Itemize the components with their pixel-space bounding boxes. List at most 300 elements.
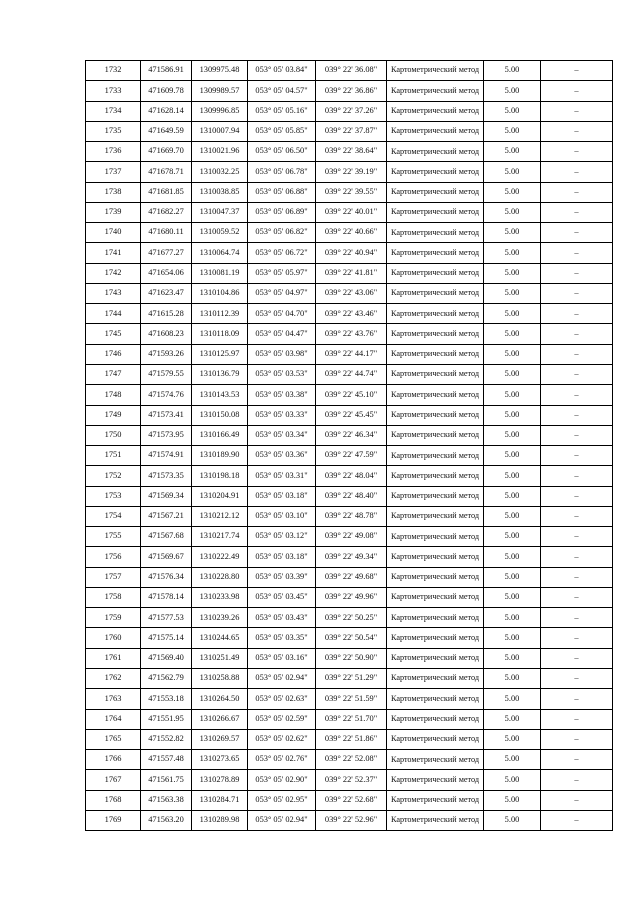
note-cell: – <box>541 668 613 688</box>
latitude-cell: 053° 05' 06.82" <box>248 223 316 243</box>
note-cell: – <box>541 142 613 162</box>
point-number-cell: 1761 <box>86 648 141 668</box>
x-coordinate-cell: 471628.14 <box>141 101 192 121</box>
table-row <box>86 61 613 81</box>
latitude-cell: 053° 05' 03.10" <box>248 506 316 526</box>
note-cell: – <box>541 486 613 506</box>
note-cell: – <box>541 202 613 222</box>
x-coordinate-cell: 471615.28 <box>141 304 192 324</box>
longitude-cell: 039° 22' 44.74" <box>316 364 387 384</box>
method-cell: Картометрический метод <box>387 283 484 303</box>
x-coordinate-cell: 471680.11 <box>141 223 192 243</box>
longitude-cell: 039° 22' 49.68" <box>316 567 387 587</box>
point-number-cell: 1744 <box>86 304 141 324</box>
longitude-cell: 039° 22' 39.55" <box>316 182 387 202</box>
accuracy-cell: 5.00 <box>484 344 541 364</box>
longitude-cell: 039° 22' 50.54" <box>316 628 387 648</box>
note-cell: – <box>541 405 613 425</box>
y-coordinate-cell: 1310047.37 <box>192 202 248 222</box>
y-coordinate-cell: 1310064.74 <box>192 243 248 263</box>
x-coordinate-cell: 471573.35 <box>141 466 192 486</box>
table-row <box>86 547 613 567</box>
y-coordinate-cell: 1310228.80 <box>192 567 248 587</box>
latitude-cell: 053° 05' 02.94" <box>248 810 316 830</box>
y-coordinate-cell: 1310081.19 <box>192 263 248 283</box>
method-cell: Картометрический метод <box>387 750 484 770</box>
note-cell: – <box>541 385 613 405</box>
longitude-cell: 039° 22' 51.70" <box>316 709 387 729</box>
x-coordinate-cell: 471593.26 <box>141 344 192 364</box>
x-coordinate-cell: 471557.48 <box>141 750 192 770</box>
latitude-cell: 053° 05' 03.98" <box>248 344 316 364</box>
table-row <box>86 709 613 729</box>
accuracy-cell: 5.00 <box>484 223 541 243</box>
table-row <box>86 608 613 628</box>
accuracy-cell: 5.00 <box>484 202 541 222</box>
latitude-cell: 053° 05' 03.45" <box>248 587 316 607</box>
longitude-cell: 039° 22' 52.68" <box>316 790 387 810</box>
method-cell: Картометрический метод <box>387 608 484 628</box>
point-number-cell: 1746 <box>86 344 141 364</box>
accuracy-cell: 5.00 <box>484 304 541 324</box>
accuracy-cell: 5.00 <box>484 729 541 749</box>
longitude-cell: 039° 22' 45.10" <box>316 385 387 405</box>
point-number-cell: 1741 <box>86 243 141 263</box>
latitude-cell: 053° 05' 04.47" <box>248 324 316 344</box>
longitude-cell: 039° 22' 47.59" <box>316 446 387 466</box>
point-number-cell: 1738 <box>86 182 141 202</box>
accuracy-cell: 5.00 <box>484 425 541 445</box>
longitude-cell: 039° 22' 50.90" <box>316 648 387 668</box>
accuracy-cell: 5.00 <box>484 121 541 141</box>
method-cell: Картометрический метод <box>387 648 484 668</box>
latitude-cell: 053° 05' 03.53" <box>248 364 316 384</box>
accuracy-cell: 5.00 <box>484 182 541 202</box>
y-coordinate-cell: 1310284.71 <box>192 790 248 810</box>
note-cell: – <box>541 162 613 182</box>
x-coordinate-cell: 471578.14 <box>141 587 192 607</box>
y-coordinate-cell: 1310278.89 <box>192 770 248 790</box>
method-cell: Картометрический метод <box>387 162 484 182</box>
note-cell: – <box>541 729 613 749</box>
point-number-cell: 1766 <box>86 750 141 770</box>
y-coordinate-cell: 1310166.49 <box>192 425 248 445</box>
note-cell: – <box>541 223 613 243</box>
table-row <box>86 628 613 648</box>
y-coordinate-cell: 1310251.49 <box>192 648 248 668</box>
point-number-cell: 1747 <box>86 364 141 384</box>
coordinates-table <box>85 60 613 831</box>
longitude-cell: 039° 22' 40.94" <box>316 243 387 263</box>
longitude-cell: 039° 22' 43.46" <box>316 304 387 324</box>
note-cell: – <box>541 709 613 729</box>
accuracy-cell: 5.00 <box>484 446 541 466</box>
point-number-cell: 1751 <box>86 446 141 466</box>
y-coordinate-cell: 1310222.49 <box>192 547 248 567</box>
note-cell: – <box>541 182 613 202</box>
latitude-cell: 053° 05' 03.36" <box>248 446 316 466</box>
method-cell: Картометрический метод <box>387 446 484 466</box>
point-number-cell: 1732 <box>86 61 141 81</box>
x-coordinate-cell: 471551.95 <box>141 709 192 729</box>
y-coordinate-cell: 1310143.53 <box>192 385 248 405</box>
latitude-cell: 053° 05' 03.18" <box>248 547 316 567</box>
point-number-cell: 1769 <box>86 810 141 830</box>
x-coordinate-cell: 471563.38 <box>141 790 192 810</box>
accuracy-cell: 5.00 <box>484 750 541 770</box>
method-cell: Картометрический метод <box>387 121 484 141</box>
table-row <box>86 729 613 749</box>
longitude-cell: 039° 22' 48.40" <box>316 486 387 506</box>
x-coordinate-cell: 471575.14 <box>141 628 192 648</box>
method-cell: Картометрический метод <box>387 527 484 547</box>
y-coordinate-cell: 1310038.85 <box>192 182 248 202</box>
accuracy-cell: 5.00 <box>484 547 541 567</box>
x-coordinate-cell: 471574.76 <box>141 385 192 405</box>
note-cell: – <box>541 425 613 445</box>
table-row <box>86 587 613 607</box>
longitude-cell: 039° 22' 44.17" <box>316 344 387 364</box>
accuracy-cell: 5.00 <box>484 689 541 709</box>
x-coordinate-cell: 471553.18 <box>141 689 192 709</box>
x-coordinate-cell: 471567.21 <box>141 506 192 526</box>
note-cell: – <box>541 547 613 567</box>
method-cell: Картометрический метод <box>387 709 484 729</box>
y-coordinate-cell: 1310104.86 <box>192 283 248 303</box>
table-row <box>86 101 613 121</box>
accuracy-cell: 5.00 <box>484 790 541 810</box>
method-cell: Картометрический метод <box>387 223 484 243</box>
method-cell: Картометрический метод <box>387 324 484 344</box>
y-coordinate-cell: 1310198.18 <box>192 466 248 486</box>
point-number-cell: 1756 <box>86 547 141 567</box>
accuracy-cell: 5.00 <box>484 61 541 81</box>
table-row <box>86 182 613 202</box>
method-cell: Картометрический метод <box>387 587 484 607</box>
x-coordinate-cell: 471677.27 <box>141 243 192 263</box>
longitude-cell: 039° 22' 37.26" <box>316 101 387 121</box>
x-coordinate-cell: 471681.85 <box>141 182 192 202</box>
latitude-cell: 053° 05' 05.16" <box>248 101 316 121</box>
x-coordinate-cell: 471608.23 <box>141 324 192 344</box>
point-number-cell: 1739 <box>86 202 141 222</box>
table-row <box>86 223 613 243</box>
accuracy-cell: 5.00 <box>484 486 541 506</box>
point-number-cell: 1748 <box>86 385 141 405</box>
note-cell: – <box>541 506 613 526</box>
y-coordinate-cell: 1310266.67 <box>192 709 248 729</box>
table-row <box>86 668 613 688</box>
x-coordinate-cell: 471561.75 <box>141 770 192 790</box>
latitude-cell: 053° 05' 02.95" <box>248 790 316 810</box>
table-row <box>86 527 613 547</box>
point-number-cell: 1742 <box>86 263 141 283</box>
y-coordinate-cell: 1310125.97 <box>192 344 248 364</box>
longitude-cell: 039° 22' 36.86" <box>316 81 387 101</box>
y-coordinate-cell: 1310217.74 <box>192 527 248 547</box>
method-cell: Картометрический метод <box>387 304 484 324</box>
y-coordinate-cell: 1310007.94 <box>192 121 248 141</box>
accuracy-cell: 5.00 <box>484 608 541 628</box>
table-row <box>86 790 613 810</box>
method-cell: Картометрический метод <box>387 364 484 384</box>
latitude-cell: 053° 05' 03.34" <box>248 425 316 445</box>
latitude-cell: 053° 05' 06.89" <box>248 202 316 222</box>
x-coordinate-cell: 471669.70 <box>141 142 192 162</box>
longitude-cell: 039° 22' 41.81" <box>316 263 387 283</box>
table-row <box>86 648 613 668</box>
point-number-cell: 1749 <box>86 405 141 425</box>
point-number-cell: 1733 <box>86 81 141 101</box>
point-number-cell: 1737 <box>86 162 141 182</box>
latitude-cell: 053° 05' 06.50" <box>248 142 316 162</box>
note-cell: – <box>541 344 613 364</box>
table-row <box>86 324 613 344</box>
latitude-cell: 053° 05' 03.12" <box>248 527 316 547</box>
point-number-cell: 1750 <box>86 425 141 445</box>
note-cell: – <box>541 364 613 384</box>
note-cell: – <box>541 263 613 283</box>
longitude-cell: 039° 22' 48.04" <box>316 466 387 486</box>
table-row <box>86 202 613 222</box>
latitude-cell: 053° 05' 03.39" <box>248 567 316 587</box>
accuracy-cell: 5.00 <box>484 527 541 547</box>
y-coordinate-cell: 1309989.57 <box>192 81 248 101</box>
method-cell: Картометрический метод <box>387 202 484 222</box>
latitude-cell: 053° 05' 02.90" <box>248 770 316 790</box>
note-cell: – <box>541 121 613 141</box>
x-coordinate-cell: 471678.71 <box>141 162 192 182</box>
latitude-cell: 053° 05' 03.43" <box>248 608 316 628</box>
table-row <box>86 283 613 303</box>
note-cell: – <box>541 324 613 344</box>
method-cell: Картометрический метод <box>387 790 484 810</box>
note-cell: – <box>541 283 613 303</box>
table-row <box>86 689 613 709</box>
accuracy-cell: 5.00 <box>484 709 541 729</box>
point-number-cell: 1734 <box>86 101 141 121</box>
latitude-cell: 053° 05' 03.18" <box>248 486 316 506</box>
y-coordinate-cell: 1310258.88 <box>192 668 248 688</box>
y-coordinate-cell: 1310032.25 <box>192 162 248 182</box>
accuracy-cell: 5.00 <box>484 81 541 101</box>
latitude-cell: 053° 05' 03.33" <box>248 405 316 425</box>
accuracy-cell: 5.00 <box>484 770 541 790</box>
y-coordinate-cell: 1310118.09 <box>192 324 248 344</box>
method-cell: Картометрический метод <box>387 628 484 648</box>
accuracy-cell: 5.00 <box>484 385 541 405</box>
y-coordinate-cell: 1310204.91 <box>192 486 248 506</box>
method-cell: Картометрический метод <box>387 61 484 81</box>
x-coordinate-cell: 471609.78 <box>141 81 192 101</box>
latitude-cell: 053° 05' 06.88" <box>248 182 316 202</box>
point-number-cell: 1735 <box>86 121 141 141</box>
latitude-cell: 053° 05' 06.78" <box>248 162 316 182</box>
point-number-cell: 1763 <box>86 689 141 709</box>
table-row <box>86 364 613 384</box>
x-coordinate-cell: 471563.20 <box>141 810 192 830</box>
point-number-cell: 1752 <box>86 466 141 486</box>
y-coordinate-cell: 1310269.57 <box>192 729 248 749</box>
table-row <box>86 405 613 425</box>
longitude-cell: 039° 22' 46.34" <box>316 425 387 445</box>
x-coordinate-cell: 471567.68 <box>141 527 192 547</box>
note-cell: – <box>541 81 613 101</box>
point-number-cell: 1768 <box>86 790 141 810</box>
x-coordinate-cell: 471569.34 <box>141 486 192 506</box>
x-coordinate-cell: 471586.91 <box>141 61 192 81</box>
y-coordinate-cell: 1310239.26 <box>192 608 248 628</box>
latitude-cell: 053° 05' 04.70" <box>248 304 316 324</box>
latitude-cell: 053° 05' 02.94" <box>248 668 316 688</box>
accuracy-cell: 5.00 <box>484 668 541 688</box>
longitude-cell: 039° 22' 39.19" <box>316 162 387 182</box>
latitude-cell: 053° 05' 02.63" <box>248 689 316 709</box>
longitude-cell: 039° 22' 38.64" <box>316 142 387 162</box>
method-cell: Картометрический метод <box>387 770 484 790</box>
x-coordinate-cell: 471569.40 <box>141 648 192 668</box>
point-number-cell: 1736 <box>86 142 141 162</box>
table-row <box>86 446 613 466</box>
table-row <box>86 425 613 445</box>
note-cell: – <box>541 648 613 668</box>
x-coordinate-cell: 471682.27 <box>141 202 192 222</box>
longitude-cell: 039° 22' 52.37" <box>316 770 387 790</box>
x-coordinate-cell: 471649.59 <box>141 121 192 141</box>
x-coordinate-cell: 471552.82 <box>141 729 192 749</box>
x-coordinate-cell: 471623.47 <box>141 283 192 303</box>
point-number-cell: 1759 <box>86 608 141 628</box>
longitude-cell: 039° 22' 51.29" <box>316 668 387 688</box>
coordinates-table-body <box>86 61 613 831</box>
latitude-cell: 053° 05' 02.76" <box>248 750 316 770</box>
x-coordinate-cell: 471576.34 <box>141 567 192 587</box>
y-coordinate-cell: 1310212.12 <box>192 506 248 526</box>
method-cell: Картометрический метод <box>387 81 484 101</box>
y-coordinate-cell: 1310059.52 <box>192 223 248 243</box>
latitude-cell: 053° 05' 03.31" <box>248 466 316 486</box>
method-cell: Картометрический метод <box>387 547 484 567</box>
note-cell: – <box>541 243 613 263</box>
method-cell: Картометрический метод <box>387 689 484 709</box>
table-row <box>86 162 613 182</box>
x-coordinate-cell: 471574.91 <box>141 446 192 466</box>
latitude-cell: 053° 05' 03.38" <box>248 385 316 405</box>
point-number-cell: 1755 <box>86 527 141 547</box>
accuracy-cell: 5.00 <box>484 587 541 607</box>
table-row <box>86 344 613 364</box>
longitude-cell: 039° 22' 36.08" <box>316 61 387 81</box>
longitude-cell: 039° 22' 37.87" <box>316 121 387 141</box>
longitude-cell: 039° 22' 51.59" <box>316 689 387 709</box>
note-cell: – <box>541 810 613 830</box>
longitude-cell: 039° 22' 40.66" <box>316 223 387 243</box>
x-coordinate-cell: 471569.67 <box>141 547 192 567</box>
y-coordinate-cell: 1310150.08 <box>192 405 248 425</box>
note-cell: – <box>541 750 613 770</box>
note-cell: – <box>541 304 613 324</box>
table-row <box>86 810 613 830</box>
y-coordinate-cell: 1310244.65 <box>192 628 248 648</box>
point-number-cell: 1767 <box>86 770 141 790</box>
method-cell: Картометрический метод <box>387 729 484 749</box>
method-cell: Картометрический метод <box>387 344 484 364</box>
longitude-cell: 039° 22' 43.06" <box>316 283 387 303</box>
x-coordinate-cell: 471579.55 <box>141 364 192 384</box>
longitude-cell: 039° 22' 49.34" <box>316 547 387 567</box>
note-cell: – <box>541 608 613 628</box>
y-coordinate-cell: 1310112.39 <box>192 304 248 324</box>
accuracy-cell: 5.00 <box>484 364 541 384</box>
y-coordinate-cell: 1310189.90 <box>192 446 248 466</box>
note-cell: – <box>541 466 613 486</box>
point-number-cell: 1762 <box>86 668 141 688</box>
method-cell: Картометрический метод <box>387 385 484 405</box>
longitude-cell: 039° 22' 48.78" <box>316 506 387 526</box>
longitude-cell: 039° 22' 52.08" <box>316 750 387 770</box>
method-cell: Картометрический метод <box>387 810 484 830</box>
table-row <box>86 466 613 486</box>
accuracy-cell: 5.00 <box>484 567 541 587</box>
table-row <box>86 506 613 526</box>
method-cell: Картометрический метод <box>387 425 484 445</box>
point-number-cell: 1764 <box>86 709 141 729</box>
table-row <box>86 304 613 324</box>
y-coordinate-cell: 1310233.98 <box>192 587 248 607</box>
accuracy-cell: 5.00 <box>484 506 541 526</box>
point-number-cell: 1760 <box>86 628 141 648</box>
note-cell: – <box>541 790 613 810</box>
latitude-cell: 053° 05' 05.85" <box>248 121 316 141</box>
longitude-cell: 039° 22' 50.25" <box>316 608 387 628</box>
accuracy-cell: 5.00 <box>484 142 541 162</box>
table-row <box>86 121 613 141</box>
note-cell: – <box>541 628 613 648</box>
latitude-cell: 053° 05' 05.97" <box>248 263 316 283</box>
table-row <box>86 750 613 770</box>
table-row <box>86 142 613 162</box>
table-row <box>86 243 613 263</box>
longitude-cell: 039° 22' 52.96" <box>316 810 387 830</box>
latitude-cell: 053° 05' 04.97" <box>248 283 316 303</box>
accuracy-cell: 5.00 <box>484 162 541 182</box>
accuracy-cell: 5.00 <box>484 324 541 344</box>
method-cell: Картометрический метод <box>387 506 484 526</box>
note-cell: – <box>541 587 613 607</box>
note-cell: – <box>541 770 613 790</box>
y-coordinate-cell: 1310289.98 <box>192 810 248 830</box>
note-cell: – <box>541 567 613 587</box>
point-number-cell: 1745 <box>86 324 141 344</box>
method-cell: Картометрический метод <box>387 486 484 506</box>
method-cell: Картометрический метод <box>387 567 484 587</box>
longitude-cell: 039° 22' 40.01" <box>316 202 387 222</box>
y-coordinate-cell: 1310273.65 <box>192 750 248 770</box>
table-row <box>86 486 613 506</box>
method-cell: Картометрический метод <box>387 182 484 202</box>
latitude-cell: 053° 05' 02.59" <box>248 709 316 729</box>
note-cell: – <box>541 527 613 547</box>
latitude-cell: 053° 05' 03.84" <box>248 61 316 81</box>
accuracy-cell: 5.00 <box>484 466 541 486</box>
longitude-cell: 039° 22' 43.76" <box>316 324 387 344</box>
latitude-cell: 053° 05' 04.57" <box>248 81 316 101</box>
point-number-cell: 1743 <box>86 283 141 303</box>
point-number-cell: 1753 <box>86 486 141 506</box>
x-coordinate-cell: 471577.53 <box>141 608 192 628</box>
method-cell: Картометрический метод <box>387 101 484 121</box>
table-row <box>86 567 613 587</box>
